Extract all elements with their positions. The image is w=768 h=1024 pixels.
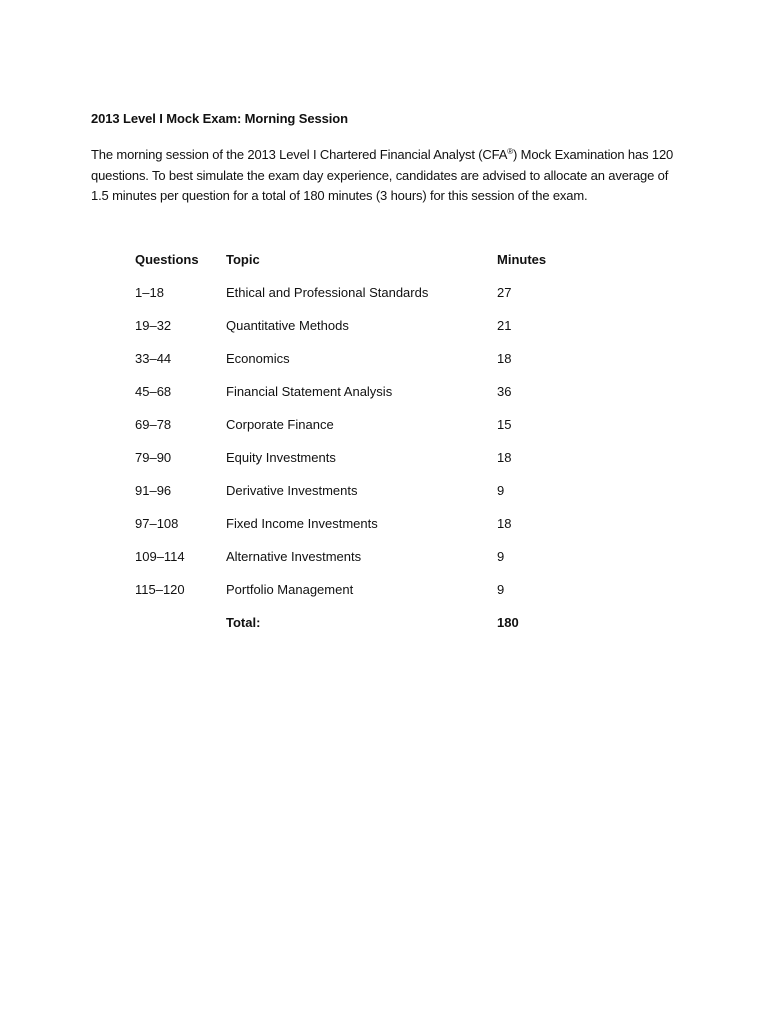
header-minutes: Minutes [497,252,547,267]
cell-topic: Quantitative Methods [226,318,349,333]
cell-minutes: 18 [497,516,512,531]
table-row [135,351,595,384]
cell-topic: Fixed Income Investments [226,516,378,531]
table-row [135,582,595,615]
table-row [135,549,595,582]
cell-questions: 1–18 [135,285,164,300]
cell-minutes: 18 [497,351,512,366]
cell-minutes: 36 [497,384,512,399]
total-label: Total: [226,615,261,630]
table-row [135,483,595,516]
cell-topic: Financial Statement Analysis [226,384,393,399]
cell-questions: 115–120 [135,582,185,597]
table-header-row [135,252,595,285]
cell-minutes: 9 [497,483,505,498]
cell-minutes: 9 [497,549,505,564]
cell-questions: 69–78 [135,417,172,432]
schedule-table [135,252,595,648]
cell-topic: Equity Investments [226,450,336,465]
cell-questions: 79–90 [135,450,172,465]
cell-topic: Economics [226,351,290,366]
intro-text-start: The morning session of the 2013 Level I Chartered Financial Analyst (CFA [91,147,508,162]
registered-mark: ® [507,147,514,156]
cell-topic: Portfolio Management [226,582,354,597]
header-topic: Topic [226,252,260,267]
cell-questions: 33–44 [135,351,172,366]
cell-questions: 19–32 [135,318,172,333]
cell-minutes: 18 [497,450,512,465]
table-row [135,417,595,450]
cell-questions: 97–108 [135,516,179,531]
page-title: 2013 Level I Mock Exam: Morning Session [91,111,348,126]
total-minutes: 180 [497,615,519,630]
cell-questions: 45–68 [135,384,172,399]
table-row [135,384,595,417]
cell-minutes: 21 [497,318,512,333]
cell-minutes: 9 [497,582,505,597]
cell-topic: Corporate Finance [226,417,334,432]
cell-minutes: 15 [497,417,512,432]
table-total-row [135,615,595,648]
table-row [135,450,595,483]
cell-topic: Alternative Investments [226,549,362,564]
cell-questions: 109–114 [135,549,185,564]
table-row [135,318,595,351]
table-row [135,516,595,549]
intro-text-end: ) Mock Examination has 120 questions. To best simulate the exam day experience, candidates are advised to allocate an average of 1.5 minutes per question for a total of 180 minutes (3 hours) for this session of the exam. [91,147,674,203]
cell-topic: Derivative Investments [226,483,358,498]
table-row [135,285,595,318]
cell-questions: 91–96 [135,483,172,498]
header-questions: Questions [135,252,199,267]
cell-topic: Ethical and Professional Standards [226,285,429,300]
cell-minutes: 27 [497,285,512,300]
intro-paragraph [91,145,681,207]
